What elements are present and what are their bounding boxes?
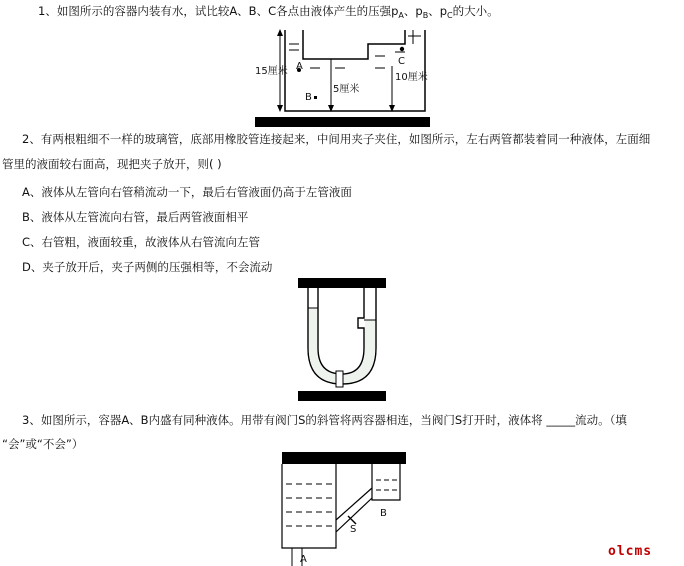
label-10cm: 10厘米: [395, 72, 428, 83]
option-d: D、夹子放开后，夹子两侧的压强相等，不会流动: [22, 260, 273, 274]
question-1-text: 1、如图所示的容器内装有水，试比较A、B、C各点由液体产生的压强: [38, 4, 392, 18]
question-3-line-1: 3、如图所示，容器A、B内盛有同种液体。用带有阀门S的斜管将两容器相连，当阀门S打开时，液体将 _____流动。（填: [22, 413, 627, 427]
point-a-label: A: [296, 61, 303, 72]
watermark: olcms: [608, 544, 653, 559]
label-15cm: 15厘米: [255, 66, 288, 77]
container-a-label: A: [300, 554, 307, 565]
option-a: A、液体从左管向右管稍流动一下，最后右管液面仍高于左管液面: [22, 185, 352, 199]
container-b-label: B: [380, 508, 387, 519]
question-2-line-1: 2、有两根粗细不一样的玻璃管，底部用橡胶管连接起来，中间用夹子夹住，如图所示，左右两管都装着同一种液体，左面细: [22, 132, 651, 146]
label-5cm: 5厘米: [333, 84, 360, 95]
option-b: B、液体从左管流向右管，最后两管液面相平: [22, 210, 249, 224]
figure-two-containers: [280, 450, 410, 566]
valve-s-label: S: [350, 524, 357, 535]
point-b-label: B: [305, 92, 312, 103]
option-c: C、右管粗，液面较重，故液体从右管流向左管: [22, 235, 261, 249]
question-3-line-2: “会”或“不会”）: [2, 437, 84, 451]
question-1: 1、如图所示的容器内装有水，试比较A、B、C各点由液体产生的压强$p_A$、$p_B$、$p_C$的大小。: [38, 4, 499, 20]
point-c-label: C: [398, 56, 405, 67]
figure-container-pressure: [255, 26, 435, 130]
question-2-line-2: 管里的液面较右面高，现把夹子放开，则( ): [2, 157, 222, 171]
figure-u-tube: [298, 278, 388, 402]
